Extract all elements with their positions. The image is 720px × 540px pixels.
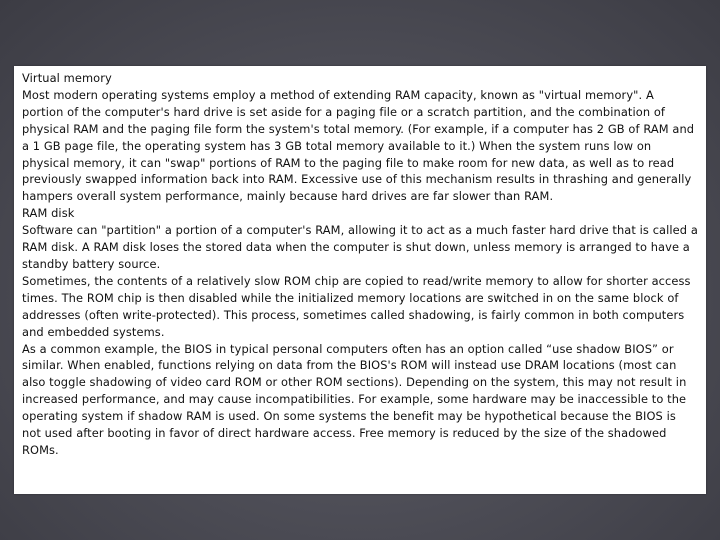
paragraph-shadow-bios: As a common example, the BIOS in typical personal computers often has an option called “use shadow BIOS” or similar. When enabled, functions relying on data from the BIOS's ROM will instead use DRAM locations (most can also toggle shadowing of video card ROM or other ROM sections). Depending on the system, this may not result in increased performance, and may cause incompatibilities. For example, some hardware may be inaccessible to the operating system if shadow RAM is used. On some systems the benefit may be hypothetical because the BIOS is not used after booting in favor of direct hardware access. Free memory is reduced by the size of the shadowed ROMs. (22, 341, 687, 457)
text-content-box (14, 66, 706, 494)
paragraph-virtual-memory: Most modern operating systems employ a method of extending RAM capacity, known as "virtual memory". A portion of the computer's hard drive is set aside for a paging file or a scratch partition, and the combination of physical RAM and the paging file form the system's total memory. (For example, if a computer has 2 GB of RAM and a 1 GB page file, the operating system has 3 GB total memory available to it.) When the system runs low on physical memory, it can "swap" portions of RAM to the paging file to make room for new data, as well as to read previously swapped information back into RAM. Excessive use of this mechanism results in thrashing and generally hampers overall system performance, mainly because hard drives are far slower than RAM. (22, 87, 695, 204)
heading-virtual-memory: Virtual memory (22, 71, 112, 85)
paragraph-ram-disk: Software can "partition" a portion of a computer's RAM, allowing it to act as a much faster hard drive that is called a RAM disk. A RAM disk loses the stored data when the computer is shut down, unless memory is arranged to have a standby battery source. (22, 223, 698, 271)
heading-ram-disk: RAM disk (22, 206, 75, 221)
paragraph-shadowing: Sometimes, the contents of a relatively slow ROM chip are copied to read/write memory to allow for shorter access times. The ROM chip is then disabled while the initialized memory locations are switched in on the same block of addresses (often write-protected). This process, sometimes called shadowing, is fairly common in both computers and embedded systems. (22, 273, 691, 339)
